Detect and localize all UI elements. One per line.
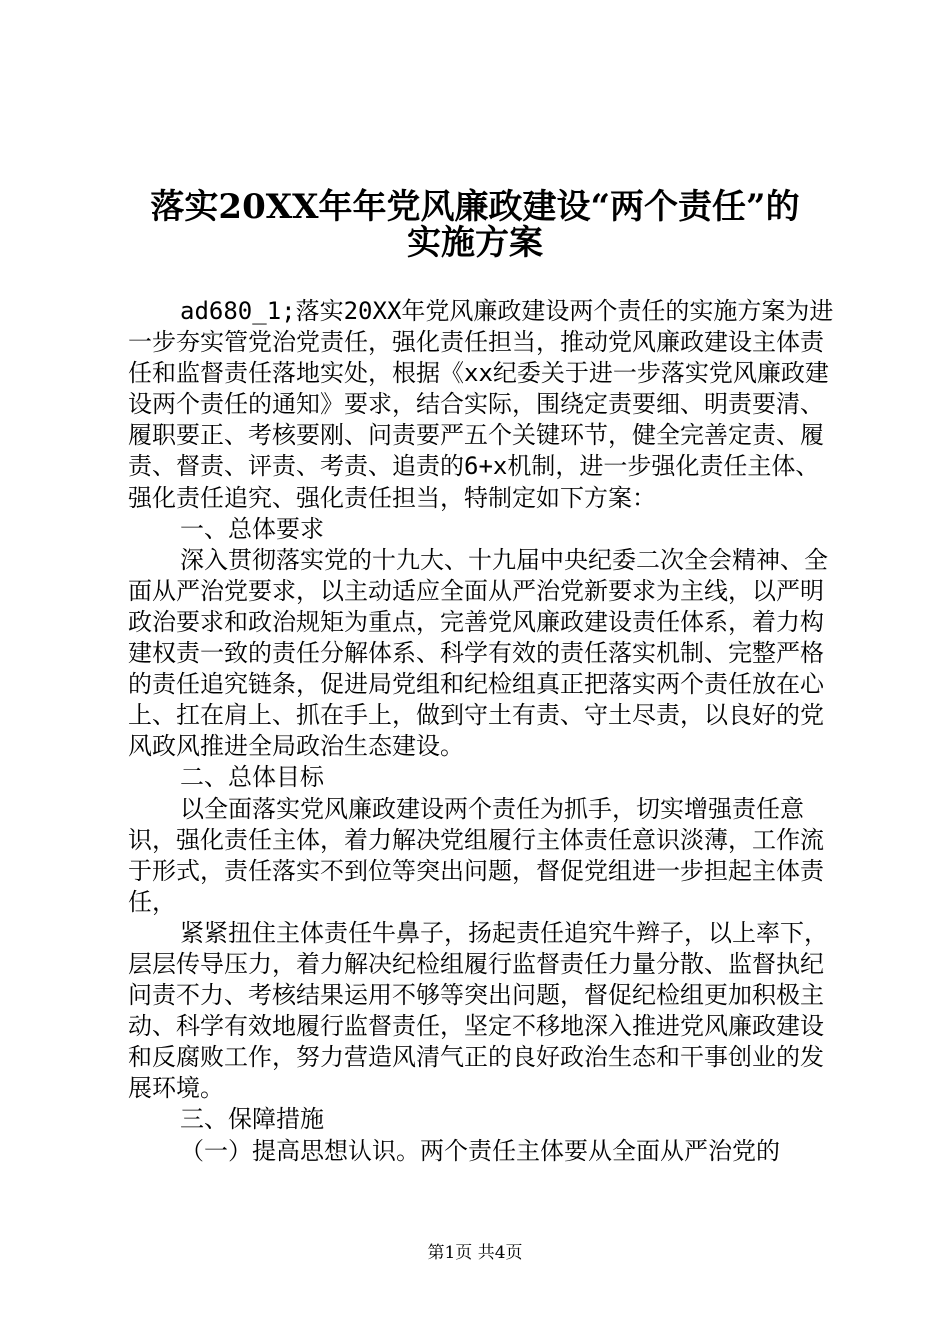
safeguard-measures-paragraph-1: （一）提高思想认识。两个责任主体要从全面从严治党的 <box>180 1136 780 1165</box>
document-body <box>128 296 838 1167</box>
document-title-line-2: 实施方案 <box>407 223 543 263</box>
document-title-line-1: 落实20XX年年党风廉政建设“两个责任”的 <box>150 187 800 227</box>
section-heading-safeguard-measures: 三、保障措施 <box>180 1105 324 1134</box>
section-heading-general-goals: 二、总体目标 <box>180 763 324 792</box>
general-goals-paragraph-2: 紧紧扭住主体责任牛鼻子，扬起责任追究牛辫子，以上率下，层层传导压力，着力解决纪检组履行监督责任力量分散、监督执纪问责不力、考核结果运用不够等突出问题，督促纪检组更加积极主动、科学有效地履行监督责任，坚定不移地深入推进党风廉政建设和反腐败工作，努力营造风清气正的良好政治生态和干事创业的发展环境。 <box>128 918 828 1103</box>
section-heading-general-requirements: 一、总体要求 <box>180 514 324 543</box>
general-requirements-paragraph: 深入贯彻落实党的十九大、十九届中央纪委二次全会精神、全面从严治党要求，以主动适应全面从严治党新要求为主线，以严明政治要求和政治规矩为重点，完善党风廉政建设责任体系，着力构建权责一致的责任分解体系、科学有效的责任落实机制、完整严格的责任追究链条，促进局党组和纪检组真正把落实两个责任放在心上、扛在肩上、抓在手上，做到守土有责、守土尽责，以良好的党风政风推进全局政治生态建设。 <box>128 545 828 761</box>
general-goals-paragraph-1: 以全面落实党风廉政建设两个责任为抓手，切实增强责任意识，强化责任主体，着力解决党组履行主体责任意识淡薄，工作流于形式，责任落实不到位等突出问题，督促党组进一步担起主体责任， <box>128 794 824 916</box>
page-footer: 第1页 共4页 <box>427 1243 523 1263</box>
intro-paragraph: ad680_1;落实20XX年党风廉政建设两个责任的实施方案为进一步夯实管党治党责任，强化责任担当，推动党风廉政建设主体责任和监督责任落地实处，根据《xx纪委关于进一步落实党风廉政建设两个责任的通知》要求，结合实际，围绕定责要细、明责要清、履职要正、考核要刚、问责要严五个关键环节，健全完善定责、履责、督责、评责、考责、追责的6+x机制，进一步强化责任主体、强化责任追究、强化责任担当，特制定如下方案： <box>128 297 834 512</box>
